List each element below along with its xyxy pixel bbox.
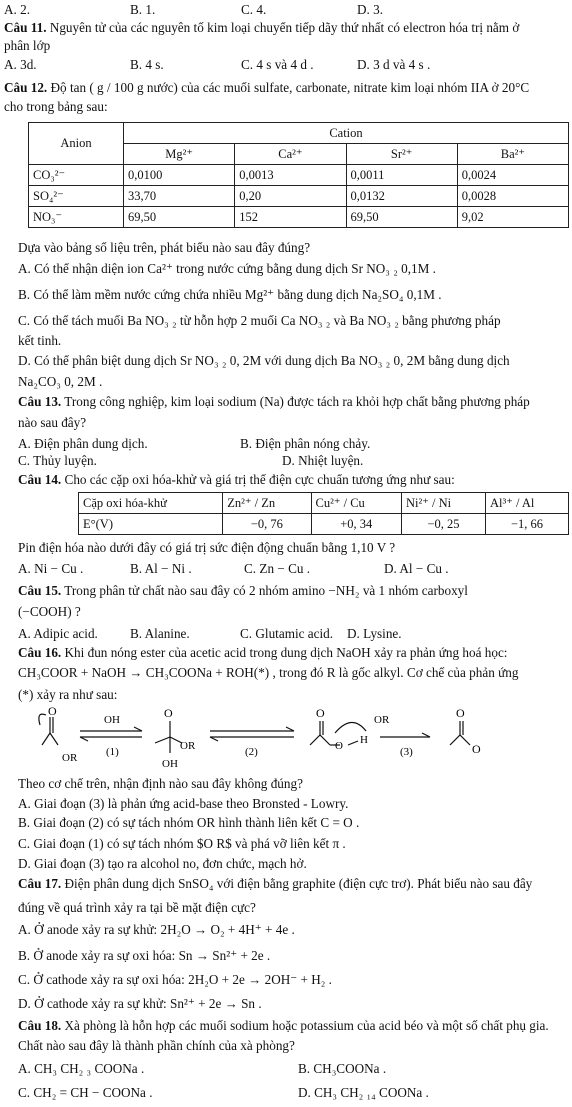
- mech-step1: (1): [106, 746, 119, 758]
- anion-header: Anion: [29, 123, 124, 165]
- q15-option-c: C. Glutamic acid.: [240, 626, 334, 641]
- pair-al: Al³⁺ / Al: [486, 493, 569, 514]
- potential-table: [78, 492, 569, 535]
- q14-option-a: A. Ni − Cu .: [18, 561, 84, 576]
- q13-option-c: C. Thủy luyện.: [18, 453, 97, 468]
- q11-option-d: D. 3 d và 4 s .: [357, 57, 431, 72]
- mech-o4: O: [335, 740, 343, 752]
- q16-stem-line3: (*) xảy ra như sau:: [18, 687, 118, 702]
- q12-option-d-line2: Na₂CO₃ 0, 2M .: [18, 374, 103, 389]
- q10-option-d: D. 3.: [357, 2, 384, 17]
- value-cell: 152: [235, 207, 346, 228]
- q17-stem-line2: đúng về quá trình xảy ra tại bề mặt điện cực?: [18, 900, 256, 915]
- q17-option-a: A. Ở anode xảy ra sự khử: 2H₂O → O₂ + 4H⁺ + 4e .: [18, 922, 295, 937]
- q12-question: Dựa vào bảng số liệu trên, phát biểu nào sau đây đúng?: [18, 240, 311, 255]
- q16-option-b: B. Giai đoạn (2) có sự tách nhóm OR hình thành liên kết C = O .: [18, 815, 360, 830]
- q14-option-d: D. Al − Cu .: [384, 561, 449, 576]
- cation-header: Cation: [124, 123, 569, 144]
- q16-stem-line1: Câu 16. Khi đun nóng ester của acetic acid trong dung dịch NaOH xảy ra phản ứng hoá học:: [18, 645, 508, 660]
- potential-header: E°(V): [79, 514, 223, 535]
- q18-stem-line1: Câu 18. Xà phòng là hỗn hợp các muối sodium hoặc potassium của acid béo và một số chất phụ gia.: [18, 1018, 549, 1033]
- q13-stem-line1: Câu 13. Trong công nghiệp, kim loại sodium (Na) được tách ra khỏi hợp chất bằng phương pháp: [18, 394, 530, 409]
- q10-option-c: C. 4.: [241, 2, 267, 17]
- potential-ni: −0, 25: [402, 514, 486, 535]
- value-cell: 0,0100: [124, 165, 235, 186]
- mech-or2: OR: [180, 740, 196, 752]
- value-cell: 69,50: [124, 207, 235, 228]
- q13-option-a: A. Điện phân dung dịch.: [18, 436, 148, 451]
- pair-header: Cặp oxi hóa-khử: [79, 493, 223, 514]
- value-cell: 33,70: [124, 186, 235, 207]
- q16-option-d: D. Giai đoạn (3) tạo ra alcohol no, đơn chức, mạch hở.: [18, 856, 307, 871]
- q12-option-b: B. Có thể làm mềm nước cứng chứa nhiều Mg²⁺ bằng dung dịch Na₂SO₄ 0,1M .: [18, 287, 442, 302]
- q17-option-c: C. Ở cathode xảy ra sự oxi hóa: 2H₂O + 2e → 2OH⁻ + H₂ .: [18, 972, 332, 987]
- mech-o5: O: [456, 706, 465, 720]
- mech-step2: (2): [245, 746, 258, 758]
- q14-stem: Câu 14. Cho các cặp oxi hóa-khử và giá trị thế điện cực chuẩn tương ứng như sau:: [18, 472, 455, 487]
- mech-o1: O: [48, 704, 57, 718]
- q13-option-b: B. Điện phân nóng chảy.: [240, 436, 371, 451]
- value-cell: 0,20: [235, 186, 346, 207]
- cation-ca: Ca²⁺: [235, 144, 346, 165]
- q13-stem-line2: nào sau đây?: [18, 415, 87, 430]
- mech-step3: (3): [400, 746, 413, 758]
- table-row: [29, 207, 569, 228]
- table-row: [29, 165, 569, 186]
- q12-option-d-line1: D. Có thể phân biệt dung dịch Sr NO₃ ₂ 0, 2M với dung dịch Ba NO₃ ₂ 0, 2M bằng dung dịch: [18, 353, 510, 368]
- value-cell: 9,02: [457, 207, 568, 228]
- anion-cell: NO₃⁻: [29, 207, 124, 228]
- pair-ni: Ni²⁺ / Ni: [402, 493, 486, 514]
- q11-option-c: C. 4 s và 4 d .: [241, 57, 314, 72]
- q12-option-a: A. Có thể nhận diện ion Ca²⁺ trong nước cứng bằng dung dịch Sr NO₃ ₂ 0,1M .: [18, 261, 436, 276]
- mech-or3: OR: [374, 714, 390, 726]
- pair-cu: Cu²⁺ / Cu: [311, 493, 401, 514]
- mech-h: H: [360, 734, 368, 746]
- reaction-mechanism-diagram: [30, 703, 570, 773]
- cation-sr: Sr²⁺: [346, 144, 457, 165]
- q11-option-b: B. 4 s.: [130, 57, 164, 72]
- mech-o2: O: [164, 706, 173, 720]
- mech-oh2: OH: [162, 758, 178, 770]
- table-row: [29, 186, 569, 207]
- q14-option-b: B. Al − Ni .: [130, 561, 192, 576]
- q14-option-c: C. Zn − Cu .: [244, 561, 311, 576]
- q15-stem-line1: Câu 15. Trong phân tử chất nào sau đây có 2 nhóm amino −NH₂ và 1 nhóm carboxyl: [18, 583, 468, 598]
- q18-option-c: C. CH₂ = CH − COONa .: [18, 1085, 153, 1100]
- q17-stem-line1: Câu 17. Điện phân dung dịch SnSO₄ với điện bằng graphite (điện cực trơ). Phát biểu nào sau đây: [18, 876, 533, 891]
- q15-option-b: B. Alanine.: [130, 626, 190, 641]
- q14-question: Pin điện hóa nào dưới đây có giá trị sức điện động chuẩn bằng 1,10 V ?: [18, 540, 396, 555]
- q18-option-d: D. CH₃ CH₂ ₁₄ COONa .: [298, 1085, 429, 1100]
- q12-stem-line2: cho trong bảng sau:: [4, 99, 108, 114]
- cation-mg: Mg²⁺: [124, 144, 235, 165]
- q11-option-a: A. 3d.: [4, 57, 37, 72]
- potential-al: −1, 66: [486, 514, 569, 535]
- q18-stem-line2: Chất nào sau đây là thành phần chính của xà phòng?: [18, 1038, 295, 1053]
- value-cell: 0,0011: [346, 165, 457, 186]
- q16-stem-line2: CH₃COOR + NaOH → CH₃COONa + ROH(*) , trong đó R là gốc alkyl. Cơ chế của phản ứng: [18, 665, 519, 680]
- potential-zn: −0, 76: [223, 514, 311, 535]
- value-cell: 0,0013: [235, 165, 346, 186]
- cation-ba: Ba²⁺: [457, 144, 568, 165]
- q13-option-d: D. Nhiệt luyện.: [282, 453, 364, 468]
- value-cell: 0,0028: [457, 186, 568, 207]
- q15-stem-line2: (−COOH) ?: [18, 604, 81, 619]
- value-cell: 69,50: [346, 207, 457, 228]
- q12-stem-line1: Câu 12. Độ tan ( g / 100 g nước) của các muối sulfate, carbonate, nitrate kim loại nhóm IIA ở 20°C: [4, 80, 530, 95]
- pair-zn: Zn²⁺ / Zn: [223, 493, 311, 514]
- q11-stem-line2: phân lớp: [4, 38, 51, 53]
- value-cell: 0,0024: [457, 165, 568, 186]
- mech-o3: O: [316, 706, 325, 720]
- anion-cell: SO₄²⁻: [29, 186, 124, 207]
- q18-option-a: A. CH₃ CH₂ ₃ COONa .: [18, 1061, 145, 1076]
- mech-o6: O: [472, 742, 481, 756]
- q16-option-a: A. Giai đoạn (3) là phản ứng acid-base theo Bronsted - Lowry.: [18, 796, 349, 811]
- mech-oh1: OH: [104, 714, 120, 726]
- q10-option-b: B. 1.: [130, 2, 156, 17]
- anion-cell: CO₃²⁻: [29, 165, 124, 186]
- q17-option-b: B. Ở anode xảy ra sự oxi hóa: Sn → Sn²⁺ + 2e .: [18, 948, 271, 963]
- q12-option-c-line1: C. Có thể tách muối Ba NO₃ ₂ từ hỗn hợp 2 muối Ca NO₃ ₂ và Ba NO₃ ₂ bằng phương pháp: [18, 313, 501, 328]
- q18-option-b: B. CH₃COONa .: [298, 1061, 387, 1076]
- mech-or1: OR: [62, 752, 78, 764]
- q16-option-c: C. Giai đoạn (1) có sự tách nhóm $O R$ và phá vỡ liên kết π .: [18, 836, 346, 851]
- q10-option-a: A. 2.: [4, 2, 31, 17]
- q12-option-c-line2: kết tinh.: [18, 333, 62, 348]
- q15-option-a: A. Adipic acid.: [18, 626, 98, 641]
- q17-option-d: D. Ở cathode xảy ra sự khử: Sn²⁺ + 2e → Sn .: [18, 996, 262, 1011]
- potential-cu: +0, 34: [311, 514, 401, 535]
- q11-stem-line1: Câu 11. Nguyên tử của các nguyên tố kim loại chuyển tiếp dãy thứ nhất có electron hóa trị nằm ở: [4, 20, 520, 35]
- q16-question: Theo cơ chế trên, nhận định nào sau đây không đúng?: [18, 776, 303, 791]
- q15-option-d: D. Lysine.: [347, 626, 402, 641]
- value-cell: 0,0132: [346, 186, 457, 207]
- solubility-table: [28, 122, 569, 228]
